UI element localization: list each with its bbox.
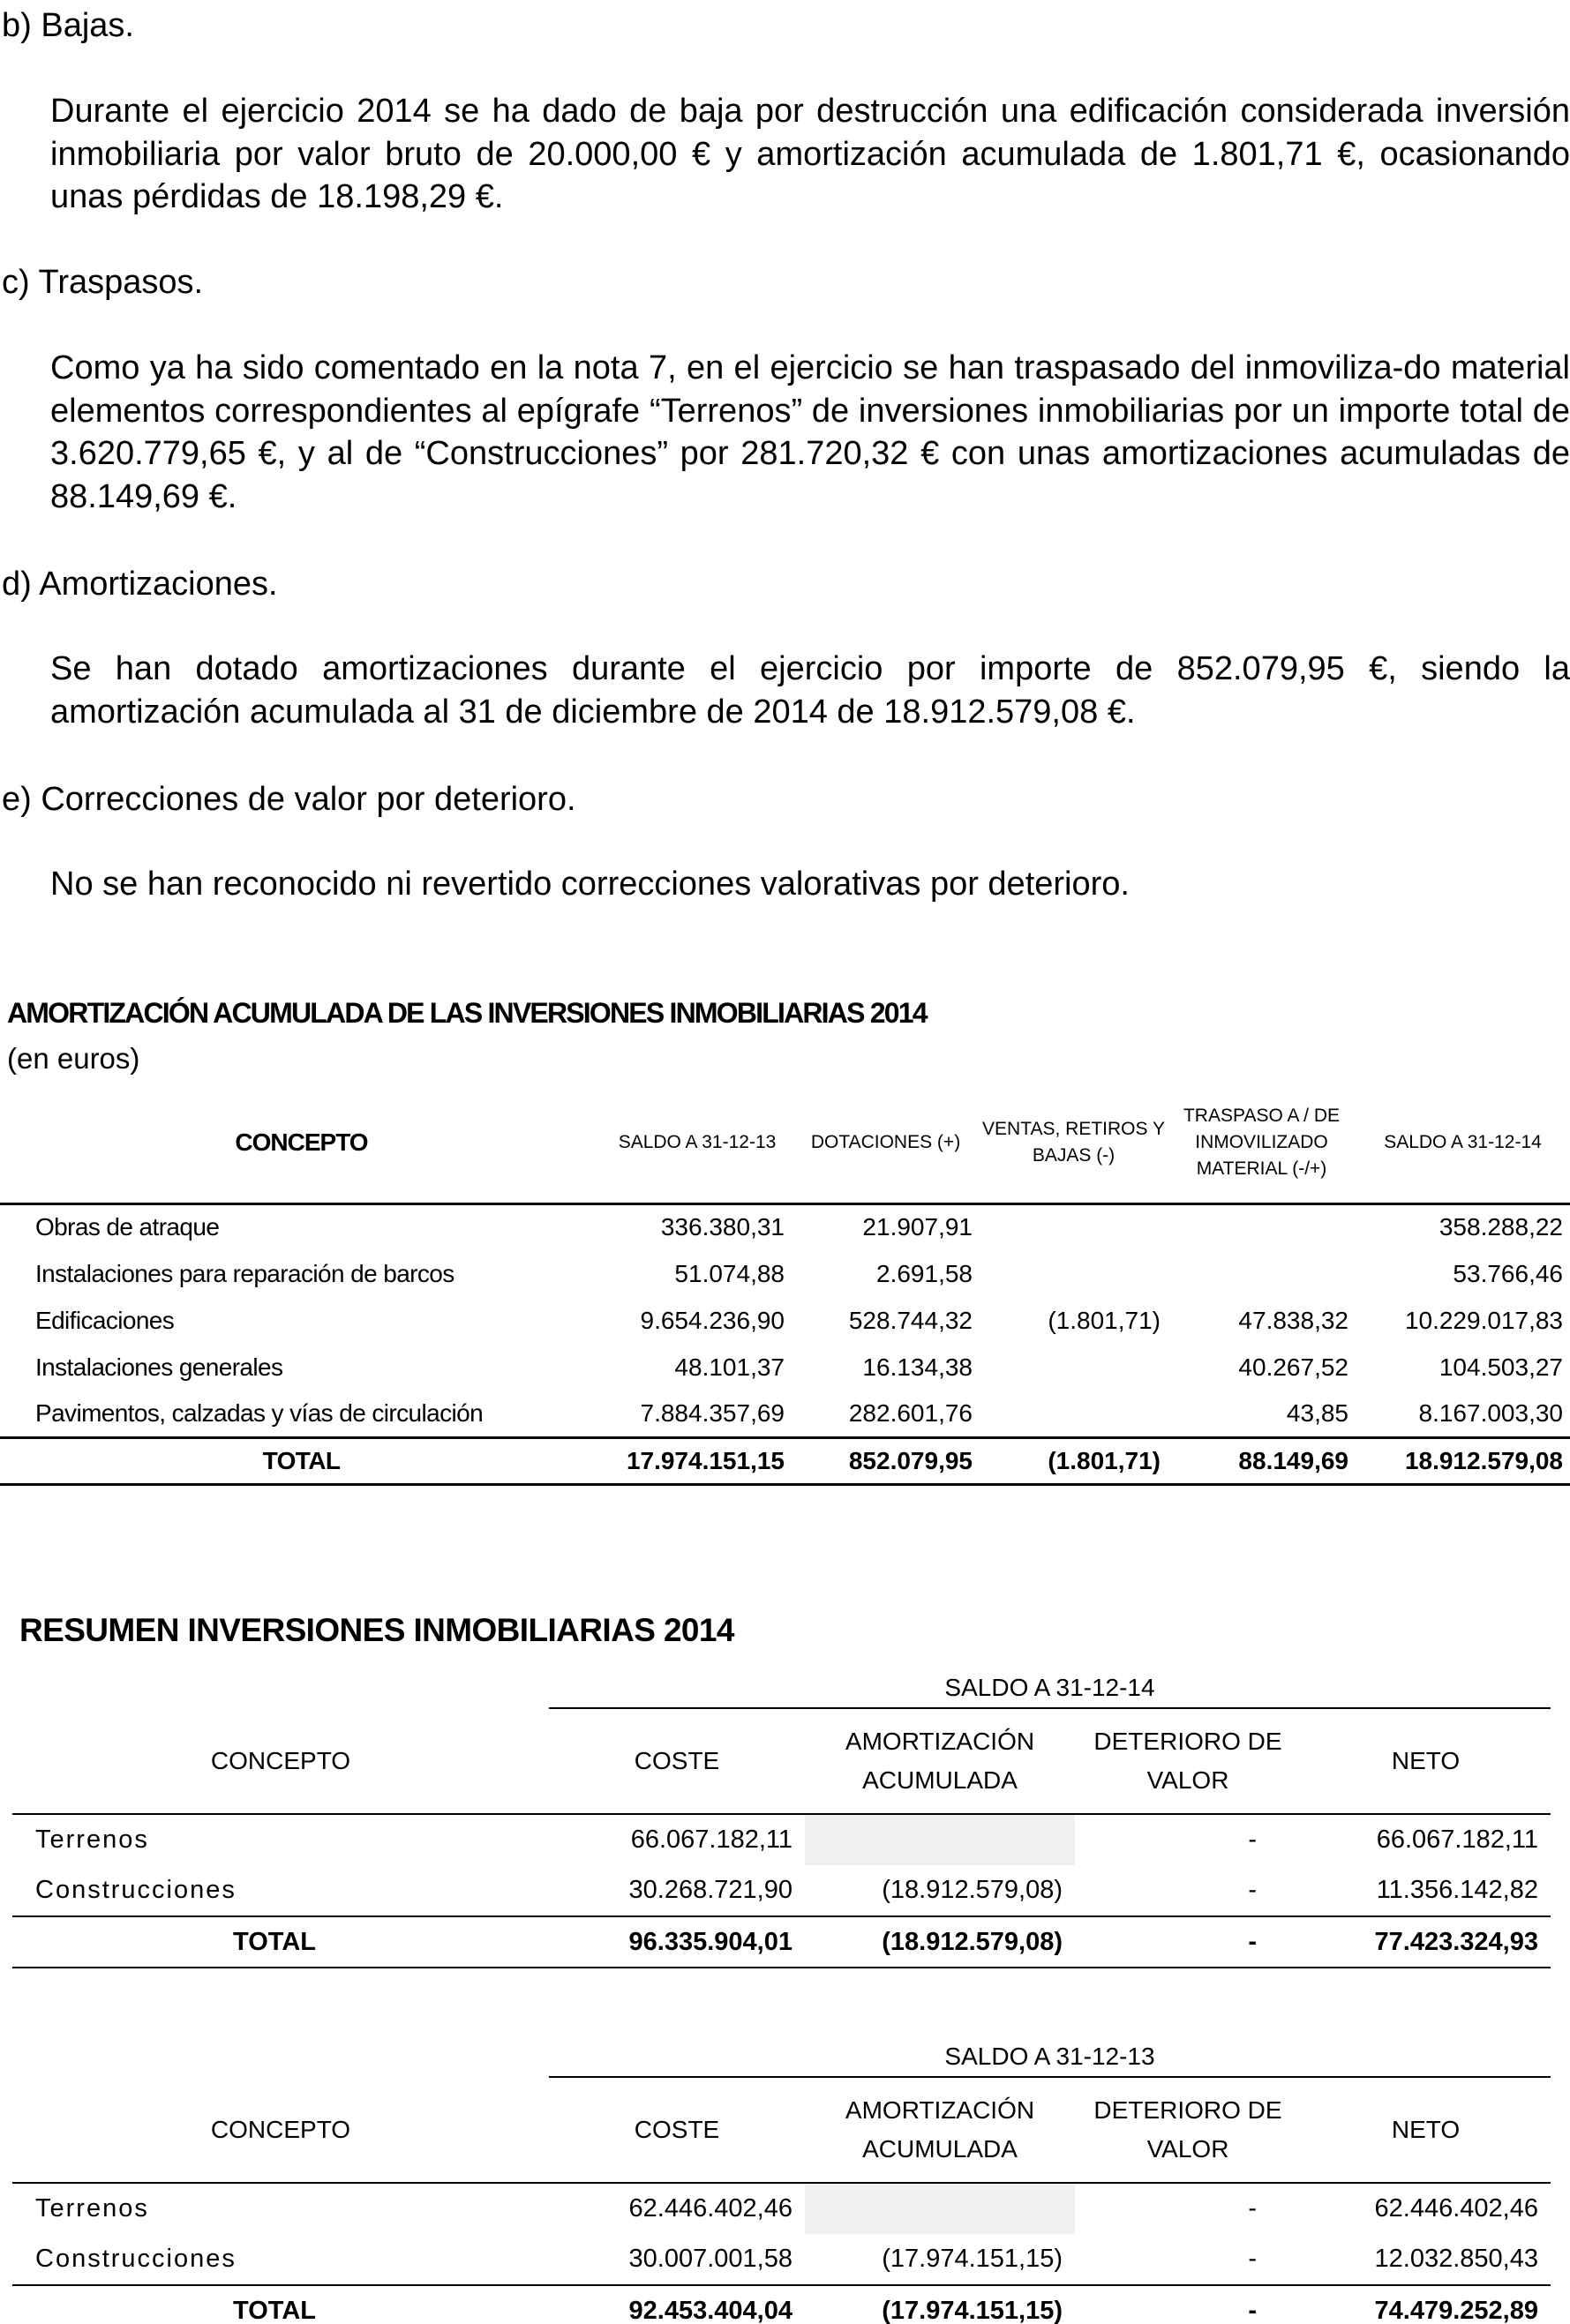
amortizacion-table [0,1083,1570,1486]
saldo-header-row [12,2037,1551,2077]
table-row [0,1203,1570,1250]
paragraph-bajas: Durante el ejercicio 2014 se ha dado de baja por destrucción una edificación considerada inversión inmobiliaria por valor bruto de 20.000,00 € y amortización acumulada de 1.801,71 €, ocasionando unas pérdidas de 18.198,29 €. [50,93,1570,215]
cell-traspaso: 43,85 [1286,1398,1348,1427]
cell-concepto: Construcciones [35,2245,237,2273]
cell-total-saldo-inicial: 17.974.151,15 [626,1446,785,1474]
header-deterioro: DETERIORO DE VALOR [1093,2096,1282,2163]
table-row [0,1250,1570,1297]
table-header-row [0,1083,1570,1203]
cell-total-deterioro: - [1248,2296,1257,2324]
section-heading-bajas: b) Bajas. [2,7,134,44]
cell-amortizacion [805,1814,1075,1865]
cell-deterioro: - [1248,2245,1257,2273]
cell-dotaciones: 282.601,76 [848,1398,973,1427]
cell-concepto: Obras de atraque [35,1213,220,1241]
cell-total-neto: 77.423.324,93 [1374,1927,1538,1956]
header-concepto: CONCEPTO [235,1128,368,1157]
cell-ventas [980,1250,1168,1297]
cell-coste: 30.268.721,90 [628,1876,793,1904]
section-heading-correcciones: e) Correcciones de valor por deterioro. [2,781,576,818]
total-row [12,1916,1551,1968]
cell-saldo-final: 53.766,46 [1453,1259,1563,1287]
cell-concepto: Instalaciones para reparación de barcos [35,1259,454,1287]
total-row [12,2285,1551,2324]
resumen-table-2013 [12,2037,1551,2324]
cell-saldo-final: 358.288,22 [1439,1213,1563,1241]
table-row [0,1297,1570,1344]
cell-dotaciones: 2.691,58 [876,1259,973,1287]
table-row [12,1865,1551,1916]
header-neto: NETO [1391,1747,1461,1774]
cell-concepto: Edificaciones [35,1306,175,1334]
cell-saldo-inicial: 9.654.236,90 [640,1306,785,1334]
cell-dotaciones: 16.134,38 [862,1353,973,1381]
resumen-table-2014 [12,1668,1551,1968]
cell-concepto: Pavimentos, calzadas y vías de circulación [35,1398,484,1427]
cell-amortizacion: (17.974.151,15) [882,2245,1063,2273]
cell-total-amortizacion: (17.974.151,15) [882,2296,1063,2324]
table-row [12,2183,1551,2234]
cell-saldo-inicial: 336.380,31 [660,1213,785,1241]
cell-concepto: Terrenos [35,1825,149,1854]
cell-coste: 30.007.001,58 [628,2245,793,2273]
saldo-label: SALDO A 31-12-14 [549,1668,1551,1708]
cell-deterioro: - [1248,1876,1257,1904]
section-heading-amortizaciones: d) Amortizaciones. [2,566,278,603]
header-traspaso: TRASPASO A / DE INMOVILIZADO MATERIAL (-/+) [1183,1106,1340,1180]
cell-total-coste: 92.453.404,04 [628,2296,793,2324]
cell-coste: 62.446.402,46 [628,2194,793,2223]
header-dotaciones: DOTACIONES (+) [810,1132,961,1153]
cell-dotaciones: 528.744,32 [848,1306,973,1334]
header-coste: COSTE [634,1747,720,1774]
cell-concepto: Instalaciones generales [35,1353,283,1381]
cell-total-deterioro: - [1248,1927,1257,1956]
section-heading-traspasos: c) Traspasos. [2,264,204,301]
header-ventas: VENTAS, RETIROS Y BAJAS (-) [982,1119,1165,1166]
cell-total-amortizacion: (18.912.579,08) [882,1927,1063,1956]
cell-traspaso: 40.267,52 [1238,1353,1348,1381]
cell-traspaso [1168,1250,1356,1297]
cell-neto: 12.032.850,43 [1374,2245,1538,2273]
header-saldo-final: SALDO A 31-12-14 [1384,1132,1542,1153]
cell-concepto: Construcciones [35,1876,237,1904]
header-saldo-inicial: SALDO A 31-12-13 [618,1132,777,1153]
cell-total-dotaciones: 852.079,95 [848,1446,973,1474]
table-row [12,2234,1551,2285]
header-concepto: CONCEPTO [210,2115,351,2143]
header-coste: COSTE [634,2116,720,2143]
resumen-title: RESUMEN INVERSIONES INMOBILIARIAS 2014 [19,1612,734,1648]
paragraph-traspasos: Como ya ha sido comentado en la nota 7, en el ejercicio se han traspasado del inmoviliza-do material elementos correspondientes al epígrafe “Terrenos” de inversiones inmobiliarias por un importe total de 3.620.779,65 €, y al de “Construcciones” por 281.720,32 € con unas amortizaciones acumuladas de 88.149,69 €. [50,349,1570,515]
header-neto: NETO [1391,2116,1461,2143]
table-row [12,1814,1551,1865]
cell-saldo-inicial: 7.884.357,69 [640,1398,785,1427]
cell-ventas: (1.801,71) [1048,1306,1161,1334]
cell-deterioro: - [1248,2194,1257,2223]
cell-dotaciones: 21.907,91 [862,1213,973,1241]
cell-saldo-final: 10.229.017,83 [1404,1306,1563,1334]
cell-concepto: Terrenos [35,2194,149,2223]
cell-total-label: TOTAL [233,1927,316,1956]
cell-neto: 62.446.402,46 [1374,2194,1538,2223]
cell-total-ventas: (1.801,71) [1048,1446,1161,1474]
amortizacion-table-title: AMORTIZACIÓN ACUMULADA DE LAS INVERSIONES INMOBILIARIAS 2014 [7,997,927,1029]
cell-neto: 66.067.182,11 [1376,1825,1538,1854]
cell-saldo-inicial: 51.074,88 [674,1259,785,1287]
cell-saldo-inicial: 48.101,37 [674,1353,785,1381]
total-row [0,1437,1570,1484]
header-concepto: CONCEPTO [210,1746,351,1774]
table-row [0,1391,1570,1437]
cell-total-saldo-final: 18.912.579,08 [1404,1446,1563,1474]
cell-amortizacion: (18.912.579,08) [882,1876,1063,1904]
amortizacion-table-subtitle: (en euros) [7,1042,140,1075]
saldo-label: SALDO A 31-12-13 [549,2037,1551,2077]
header-deterioro: DETERIORO DE VALOR [1093,1728,1282,1794]
cell-total-label: TOTAL [262,1446,341,1474]
cell-total-traspaso: 88.149,69 [1238,1446,1348,1474]
header-amortizacion: AMORTIZACIÓN ACUMULADA [845,2096,1035,2163]
cell-traspaso [1168,1203,1356,1250]
table-row [0,1344,1570,1391]
cell-traspaso: 47.838,32 [1238,1306,1348,1334]
cell-ventas [980,1344,1168,1391]
header-amortizacion: AMORTIZACIÓN ACUMULADA [845,1728,1035,1794]
cell-ventas [980,1203,1168,1250]
table-header-row [12,1708,1551,1814]
cell-coste: 66.067.182,11 [630,1825,793,1854]
cell-ventas [980,1391,1168,1437]
cell-total-neto: 74.479.252,89 [1374,2296,1538,2324]
table-header-row [12,2077,1551,2183]
cell-amortizacion [805,2183,1075,2234]
cell-total-coste: 96.335.904,01 [628,1927,793,1956]
cell-saldo-final: 8.167.003,30 [1418,1398,1563,1427]
paragraph-correcciones: No se han reconocido ni revertido correcciones valorativas por deterioro. [50,866,1130,903]
cell-neto: 11.356.142,82 [1376,1876,1538,1904]
cell-total-label: TOTAL [233,2296,316,2324]
cell-saldo-final: 104.503,27 [1439,1353,1563,1381]
cell-deterioro: - [1248,1825,1257,1854]
paragraph-amortizaciones: Se han dotado amortizaciones durante el ejercicio por importe de 852.079,95 €, siendo la amortización acumulada al 31 de diciembre de 2014 de 18.912.579,08 €. [50,650,1570,731]
saldo-header-row [12,1668,1551,1708]
